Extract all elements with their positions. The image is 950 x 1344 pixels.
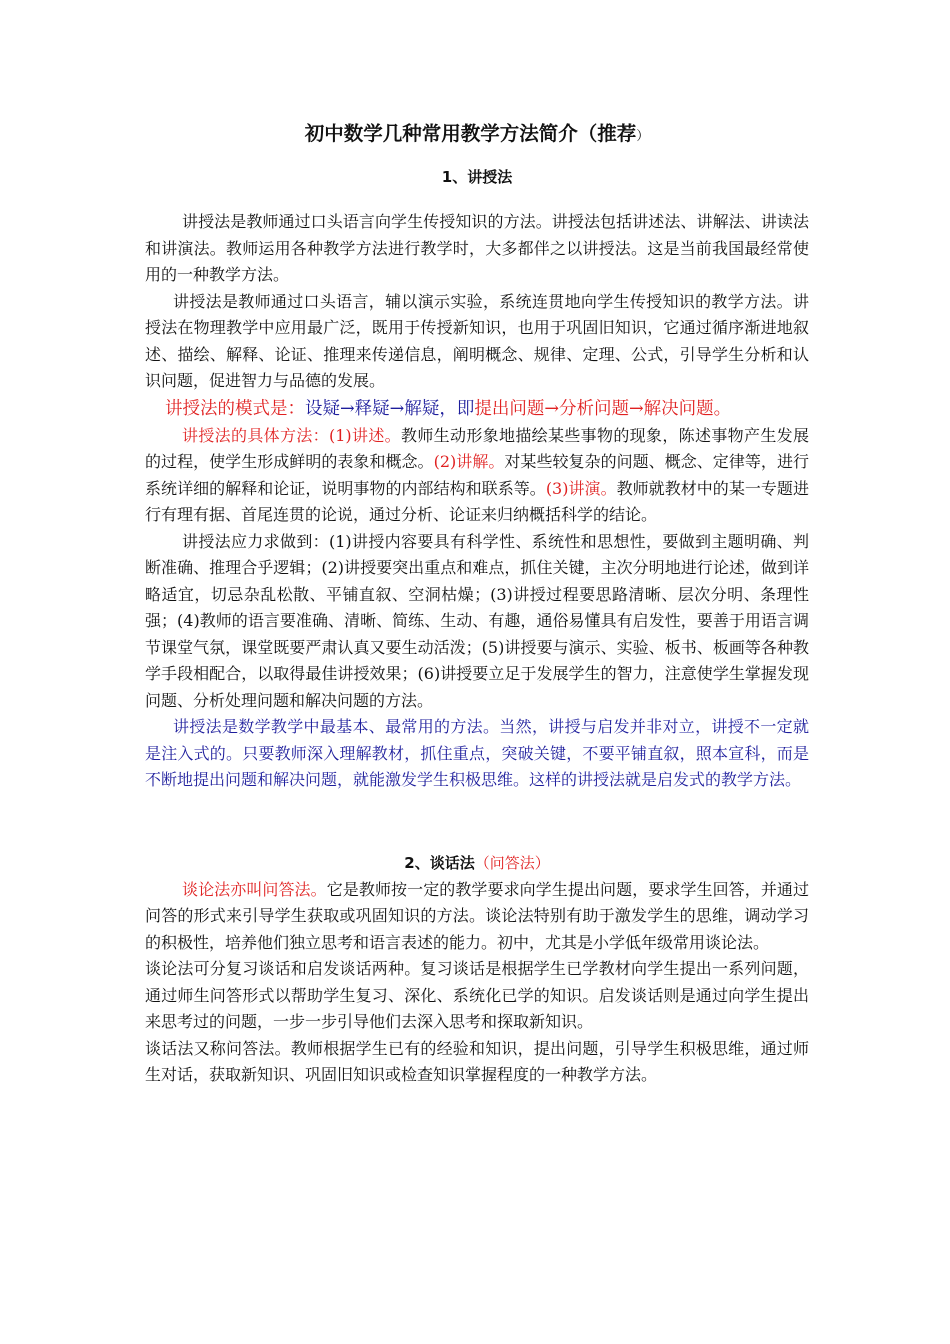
mode-label: 讲授法的模式是： xyxy=(165,398,305,419)
section1-paragraph-1: 讲授法是教师通过口头语言向学生传授知识的方法。讲授法包括讲述法、讲解法、讲读法和讲演法。教师运用各种教学方法进行教学时，大多都伴之以讲授法。这是当前我国最经常使用的一种教学方法。 xyxy=(145,212,809,284)
title-tail: ） xyxy=(636,129,650,144)
section2-paragraph-3: 谈话法又称问答法。教师根据学生已有的经验和知识，提出问题，引导学生积极思维，通过师生对话，获取新知识、巩固旧知识或检查知识掌握程度的一种教学方法。 xyxy=(145,1038,809,1084)
section2-heading-text: 2、谈话法 xyxy=(404,853,475,872)
section2-heading xyxy=(145,852,809,873)
section-spacer xyxy=(145,794,809,852)
section2-heading-note: （问答法） xyxy=(474,853,550,872)
document-page xyxy=(145,118,809,1089)
section1-requirements-paragraph: 讲授法应力求做到：(1)讲授内容要具有科学性、系统性和思想性，要做到主题明确、判断准确、推理合乎逻辑；(2)讲授要突出重点和难点，抓住关键，主次分明地进行论述，做到详略适宜，切忌杂乱松散、平铺直叙、空洞枯燥；(3)讲授过程要思路清晰、层次分明、条理性强；(4)教师的语言要准确、清晰、简练、生动、有趣，通俗易懂具有启发性，要善于用语言调节课堂气氛，课堂既要严肃认真又要生动活泼；(5)讲授要与演示、实验、板书、板画等各种教学手段相配合，以取得最佳讲授效果；(6)讲授要立足于发展学生的智力，注意使学生掌握发现问题、分析处理问题和解决问题的方法。 xyxy=(145,531,809,710)
section2-intro-text: 它是教师按一定的教学要求向学生提出问题，要求学生回答，并通过问答的形式来引导学生获取或巩固知识的方法。谈论法特别有助于激发学生的思维，调动学习的积极性，培养他们独立思考和语言表述的能力。初中，尤其是小学低年级常用谈论法。 xyxy=(145,879,809,952)
section1-methods-paragraph xyxy=(145,423,809,529)
methods-text-3: 教师就教材中的某一专题进行有理有据、首尾连贯的论说，通过分析、论证来归纳概括科学的结论。 xyxy=(145,478,809,524)
section1-mode-paragraph xyxy=(145,395,809,423)
page-title xyxy=(145,118,809,146)
mode-flow-2: 提出问题→分析问题→解决问题。 xyxy=(474,398,732,419)
section1-paragraph-2: 讲授法是教师通过口头语言，辅以演示实验，系统连贯地向学生传授知识的教学方法。讲授法在物理教学中应用最广泛，既用于传授新知识，也用于巩固旧知识，它通过循序渐进地叙述、描绘、解释、论证、推理来传递信息，阐明概念、规律、定理、公式，引导学生分析和认识问题，促进智力与品德的发展。 xyxy=(145,291,809,390)
section1-summary-paragraph: 讲授法是数学教学中最基本、最常用的方法。当然，讲授与启发并非对立，讲授不一定就是注入式的。只要教师深入理解教材，抓住重点，突破关键，不要平铺直叙，照本宣科，而是不断地提出问题和解决问题，就能激发学生积极思维。这样的讲授法就是启发式的教学方法。 xyxy=(145,717,809,789)
methods-text-2: 对某些较复杂的问题、概念、定律等，进行系统详细的解释和论证，说明事物的内部结构和联系等。 xyxy=(145,452,809,498)
methods-label-2: (2)讲解。 xyxy=(433,452,505,471)
section1-heading: 1、讲授法 xyxy=(441,168,513,186)
section2-paragraph-1 xyxy=(145,877,809,957)
methods-label-3: (3)讲演。 xyxy=(545,478,617,498)
mode-flow-1: 设疑→释疑→解疑，即 xyxy=(305,398,475,419)
methods-label: 讲授法的具体方法：(1)讲述。 xyxy=(182,425,401,445)
methods-text-1: 教师生动形象地描绘某些事物的现象，陈述事物产生发展的过程，使学生形成鲜明的表象和概念。 xyxy=(145,425,809,471)
title-main: 初中数学几种常用教学方法简介（推荐 xyxy=(304,122,637,145)
section2-paragraph-2: 谈论法可分复习谈话和启发谈话两种。复习谈话是根据学生已学教材向学生提出一系列问题，通过师生问答形式以帮助学生复习、深化、系统化已学的知识。启发谈话则是通过向学生提出来思考过的问题，一步一步引导他们去深入思考和探取新知识。 xyxy=(145,959,809,1031)
section2-intro-red: 谈论法亦叫问答法。 xyxy=(182,879,327,899)
